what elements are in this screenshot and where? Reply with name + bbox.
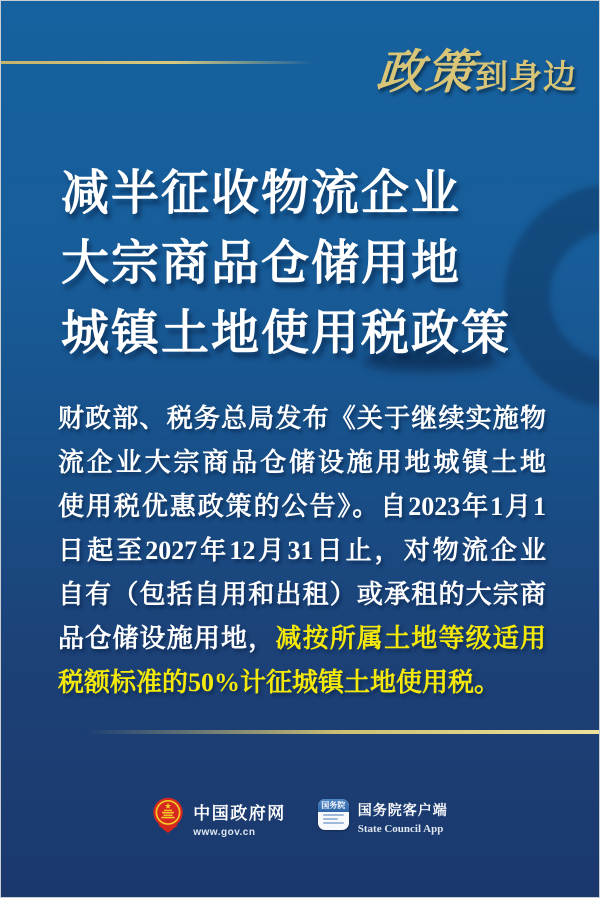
- national-emblem-icon: [152, 797, 184, 834]
- govcn-text: [193, 799, 286, 838]
- app-icon-label: 国务院: [318, 799, 349, 812]
- app-icon-textline: [323, 822, 344, 824]
- policy-highlight-text: 减按所属土地等级适用: [275, 624, 546, 653]
- app-text: [358, 799, 448, 835]
- policy-text: 财政部、税务总局发布《关于继续实施物: [58, 404, 546, 433]
- body-line: [58, 441, 546, 485]
- body-line: [58, 529, 546, 573]
- state-council-app-logo: [318, 797, 448, 835]
- app-icon-textline: [323, 814, 344, 816]
- govcn-url: www.gov.cn: [193, 827, 256, 838]
- title-line-3: 城镇土地使用税政策: [61, 307, 512, 360]
- govcn-name: 中国政府网: [193, 804, 286, 823]
- body-line: [58, 661, 546, 705]
- title-line-2: 大宗商品仓储用地: [61, 237, 462, 290]
- policy-text: 日起至2027年12月31日止，对物流企业: [58, 536, 546, 565]
- gold-line-bottom: [85, 730, 599, 734]
- title-line-1: 减半征收物流企业: [61, 167, 462, 220]
- policy-text: 自有（包括自用和出租）或承租的大宗商: [58, 580, 546, 609]
- policy-text: 流企业大宗商品仓储设施用地城镇土地: [58, 448, 546, 477]
- body-line: [58, 573, 546, 617]
- app-icon-textline: [323, 818, 338, 820]
- policy-text: 使用税优惠政策的公告》。自2023年1月1: [58, 492, 546, 521]
- body-line: [58, 397, 546, 441]
- state-council-app-icon: [318, 799, 349, 830]
- policy-text: 品仓储设施用地，: [58, 624, 276, 653]
- brand-slogan: [374, 35, 577, 102]
- app-subtitle: State Council App: [357, 823, 444, 835]
- app-name: 国务院客户端: [357, 802, 448, 818]
- poster-title: [61, 159, 511, 369]
- decor-ring: [504, 184, 600, 408]
- gold-line-top: [1, 61, 314, 64]
- footer: [1, 797, 599, 838]
- brand-script-text: 政策: [374, 47, 477, 99]
- govcn-logo: [152, 797, 286, 838]
- body-line: [58, 617, 546, 661]
- policy-highlight-text: 税额标准的50%计征城镇土地使用税。: [58, 668, 501, 697]
- policy-body: [58, 397, 546, 705]
- brand-regular-text: 到身边: [475, 58, 577, 95]
- body-line: [58, 485, 546, 529]
